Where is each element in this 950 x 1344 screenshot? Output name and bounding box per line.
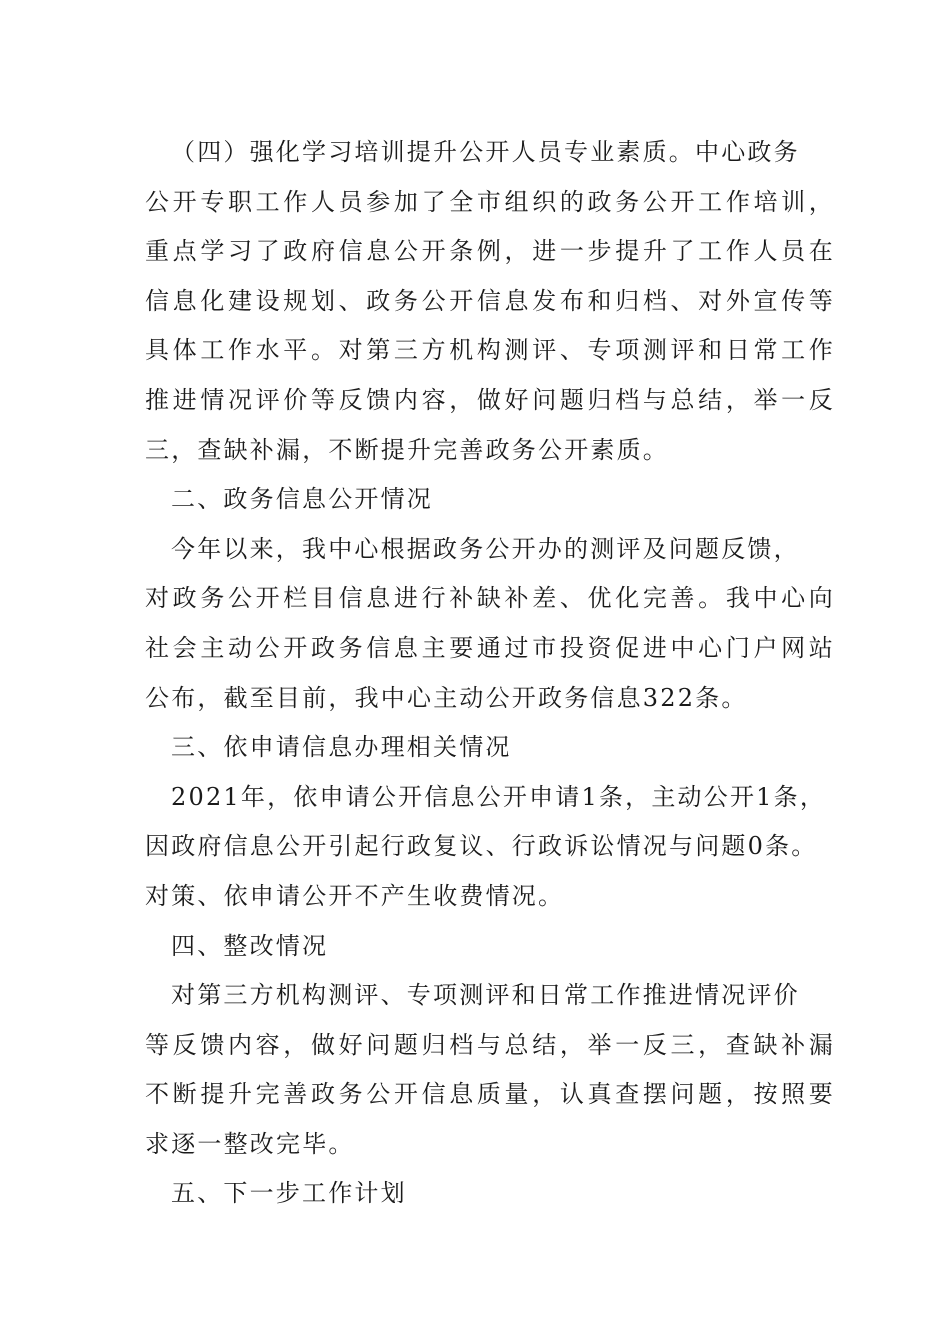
paragraph-line: 不断提升完善政务公开信息质量，认真查摆问题，按照要: [145, 1080, 835, 1109]
paragraph-line: 等反馈内容，做好问题归档与总结，举一反三，查缺补漏: [145, 1030, 835, 1059]
document-body: [145, 128, 835, 1219]
paragraph-line: 求逐一整改完毕。: [145, 1129, 355, 1158]
paragraph-line: 2021年，依申请公开信息公开申请1条，主动公开1条，: [171, 782, 827, 811]
paragraph-line: （四）强化学习培训提升公开人员专业素质。中心政务: [171, 138, 800, 166]
section-heading: 二、政务信息公开情况: [171, 485, 433, 514]
paragraph-line: 因政府信息公开引起行政复议、行政诉讼情况与问题0条。: [145, 832, 818, 861]
paragraph-line: 重点学习了政府信息公开条例，进一步提升了工作人员在: [145, 237, 835, 266]
paragraph-line: 对第三方机构测评、专项测评和日常工作推进情况评价: [171, 981, 800, 1010]
section-heading: 三、依申请信息办理相关情况: [171, 733, 512, 762]
paragraph-line: 公布，截至目前，我中心主动公开政务信息322条。: [145, 683, 748, 712]
paragraph-line: 对政务公开栏目信息进行补缺补差、优化完善。我中心向: [145, 584, 835, 613]
paragraph-line: 具体工作水平。对第三方机构测评、专项测评和日常工作: [145, 336, 835, 365]
paragraph-line: 三，查缺补漏，不断提升完善政务公开素质。: [145, 435, 669, 464]
section-heading: 四、整改情况: [171, 931, 329, 960]
paragraph-line: 信息化建设规划、政务公开信息发布和归档、对外宣传等: [145, 286, 835, 315]
paragraph-line: 今年以来，我中心根据政务公开办的测评及问题反馈，: [171, 534, 800, 563]
section-heading: 五、下一步工作计划: [171, 1179, 407, 1208]
paragraph-line: 公开专职工作人员参加了全市组织的政务公开工作培训，: [145, 187, 835, 216]
paragraph-line: 社会主动公开政务信息主要通过市投资促进中心门户网站: [145, 633, 835, 662]
paragraph-line: 对策、依申请公开不产生收费情况。: [145, 881, 565, 910]
paragraph-line: 推进情况评价等反馈内容，做好问题归档与总结，举一反: [145, 385, 835, 414]
